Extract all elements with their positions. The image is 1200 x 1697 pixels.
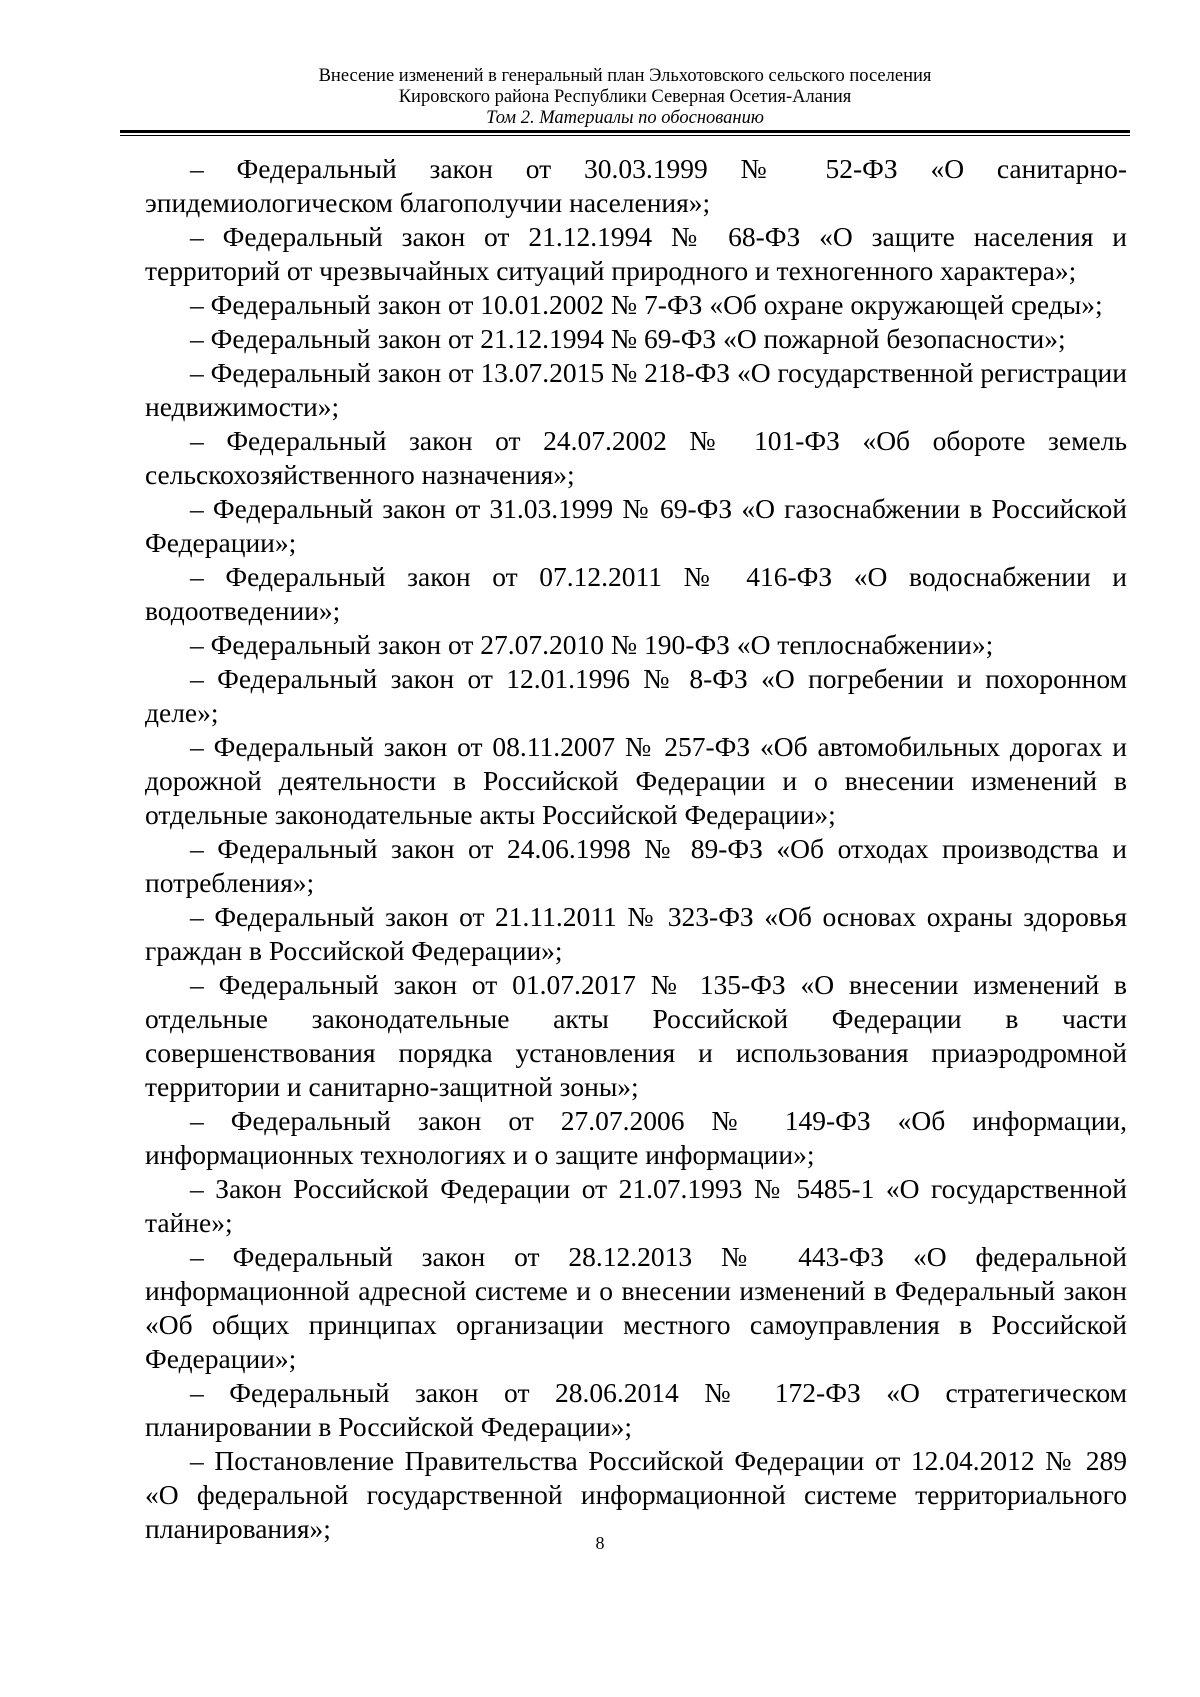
list-item: – Федеральный закон от 28.12.2013 № 443-ФЗ «О федеральной информационной адресной системе и о внесении изменений в Федеральный закон «Об общих принципах организации местного самоуправления в Российской Федерации»;	[145, 1241, 1127, 1374]
list-item: – Федеральный закон от 12.01.1996 № 8-ФЗ «О погребении и похоронном деле»;	[145, 663, 1127, 728]
list-item: – Федеральный закон от 31.03.1999 № 69-ФЗ «О газоснабжении в Российской Федерации»;	[145, 493, 1127, 558]
list-item: – Закон Российской Федерации от 21.07.1993 № 5485-1 «О государственной тайне»;	[145, 1173, 1127, 1238]
list-item: – Постановление Правительства Российской Федерации от 12.04.2012 № 289 «О федеральной государственной информационной системе территориального планирования»;	[145, 1445, 1127, 1544]
list-item: – Федеральный закон от 01.07.2017 № 135-ФЗ «О внесении изменений в отдельные законодательные акты Российской Федерации в части совершенствования порядка установления и использования приаэродромной территории и санитарно-защитной зоны»;	[145, 969, 1127, 1102]
list-item: – Федеральный закон от 28.06.2014 № 172-ФЗ «О стратегическом планировании в Российской Федерации»;	[145, 1377, 1127, 1442]
header-divider-thin	[120, 135, 1130, 136]
list-item: – Федеральный закон от 27.07.2010 № 190-ФЗ «О теплоснабжении»;	[190, 629, 994, 660]
list-item: – Федеральный закон от 21.11.2011 № 323-ФЗ «Об основах охраны здоровья граждан в Российской Федерации»;	[145, 901, 1127, 966]
list-item: – Федеральный закон от 21.12.1994 № 69-ФЗ «О пожарной безопасности»;	[190, 323, 1066, 354]
list-item: – Федеральный закон от 30.03.1999 № 52-ФЗ «О санитарно-эпидемиологическом благополучии населения»;	[145, 153, 1127, 218]
document-body	[145, 152, 1127, 1546]
list-item: – Федеральный закон от 27.07.2006 № 149-ФЗ «Об информации, информационных технологиях и о защите информации»;	[145, 1105, 1127, 1170]
list-item: – Федеральный закон от 24.06.1998 № 89-ФЗ «Об отходах производства и потребления»;	[145, 833, 1127, 898]
page-number: 8	[595, 1533, 605, 1553]
list-item: – Федеральный закон от 21.12.1994 № 68-ФЗ «О защите населения и территорий от чрезвычайных ситуаций природного и техногенного характера»;	[145, 221, 1127, 286]
list-item: – Федеральный закон от 10.01.2002 № 7-ФЗ «Об охране окружающей среды»;	[190, 289, 1103, 320]
page-header	[120, 66, 1130, 129]
header-title-line-1: Внесение изменений в генеральный план Эльхотовского сельского поселения	[318, 66, 932, 86]
list-item: – Федеральный закон от 13.07.2015 № 218-ФЗ «О государственной регистрации недвижимости»;	[145, 357, 1127, 422]
header-title-line-2: Кировского района Республики Северная Осетия-Алания	[398, 87, 852, 107]
header-divider-thick	[120, 130, 1130, 133]
list-item: – Федеральный закон от 24.07.2002 № 101-ФЗ «Об обороте земель сельскохозяйственного назначения»;	[145, 425, 1127, 490]
list-item: – Федеральный закон от 07.12.2011 № 416-ФЗ «О водоснабжении и водоотведении»;	[145, 561, 1127, 626]
header-volume: Том 2. Материалы по обоснованию	[486, 108, 764, 128]
list-item: – Федеральный закон от 08.11.2007 № 257-ФЗ «Об автомобильных дорогах и дорожной деятельности в Российской Федерации и о внесении изменений в отдельные законодательные акты Российской Федерации»;	[145, 731, 1127, 830]
